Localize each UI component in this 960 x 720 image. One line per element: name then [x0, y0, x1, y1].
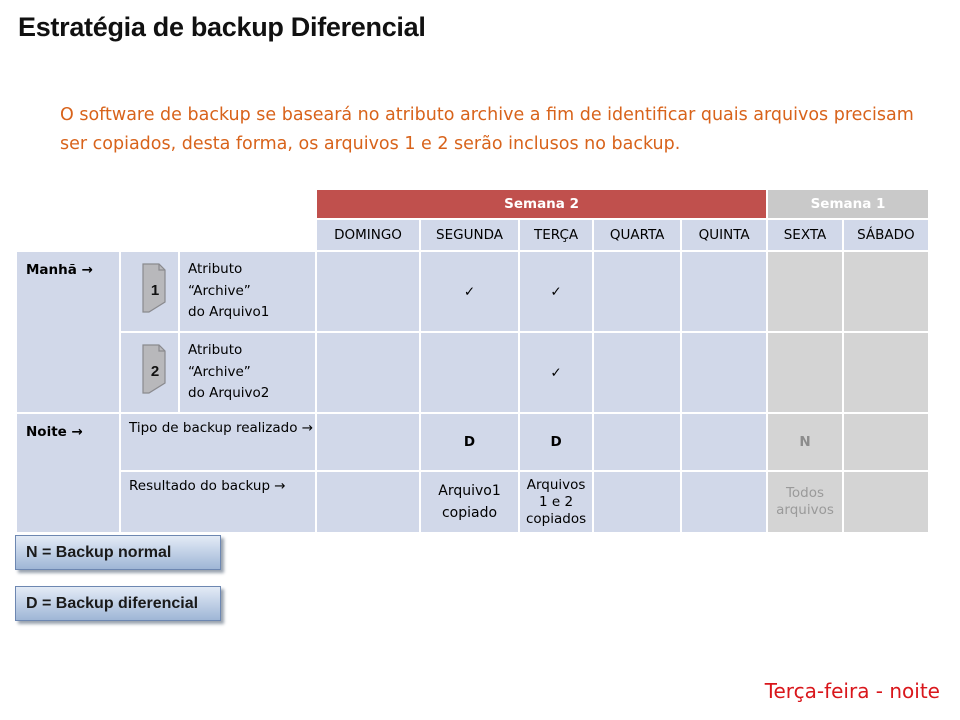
footer-caption: Terça-feira - noite: [764, 679, 940, 703]
result-label: Resultado do backup →: [121, 472, 315, 532]
file1-domingo: [317, 252, 419, 331]
file2-sexta: [768, 333, 842, 412]
file1-number: 1: [150, 282, 160, 299]
file2-terca-check: ✓: [520, 333, 592, 412]
file1-sexta: [768, 252, 842, 331]
file2-sabado: [844, 333, 928, 412]
file2-quinta: [682, 333, 766, 412]
file1-icon-cell: [121, 252, 178, 331]
empty-corner: [17, 220, 315, 250]
type-terca: D: [520, 414, 592, 470]
file1-attribute-label: Atributo “Archive” do Arquivo1: [180, 252, 315, 331]
file1-terca-check: ✓: [520, 252, 592, 331]
day-domingo: DOMINGO: [317, 220, 419, 250]
result-segunda: Arquivo1 copiado: [421, 472, 518, 532]
file1-quarta: [594, 252, 680, 331]
type-sabado: [844, 414, 928, 470]
day-sexta: SEXTA: [768, 220, 842, 250]
week2-header: Semana 2: [317, 190, 766, 218]
night-label: Noite →: [17, 414, 119, 532]
intro-text: O software de backup se baseará no atributo archive a fim de identificar quais arquivos precisam ser copiados, desta forma, os arquivos 1 e 2 serão inclusos no backup.: [60, 105, 914, 154]
type-quinta: [682, 414, 766, 470]
file2-quarta: [594, 333, 680, 412]
legend-normal-backup: N = Backup normal: [15, 535, 221, 570]
file2-number: 2: [150, 363, 160, 380]
file2-segunda: [421, 333, 518, 412]
type-sexta: N: [768, 414, 842, 470]
result-domingo: [317, 472, 419, 532]
file1-quinta: [682, 252, 766, 331]
file2-icon-cell: [121, 333, 178, 412]
result-sexta: Todos arquivos: [768, 472, 842, 532]
morning-label: Manhã →: [17, 252, 119, 412]
file-icon: [121, 252, 178, 327]
file-icon: [121, 333, 178, 408]
file1-segunda-check: ✓: [421, 252, 518, 331]
page-title: Estratégia de backup Diferencial: [18, 12, 426, 42]
week1-header: Semana 1: [768, 190, 928, 218]
day-terca: TERÇA: [520, 220, 592, 250]
result-terca: Arquivos 1 e 2 copiados: [520, 472, 592, 532]
type-domingo: [317, 414, 419, 470]
result-sabado: [844, 472, 928, 532]
file1-sabado: [844, 252, 928, 331]
day-quinta: QUINTA: [682, 220, 766, 250]
result-quarta: [594, 472, 680, 532]
backup-type-label: Tipo de backup realizado →: [121, 414, 315, 470]
day-quarta: QUARTA: [594, 220, 680, 250]
empty-corner: [17, 190, 315, 218]
file2-domingo: [317, 333, 419, 412]
legend-differential-backup: D = Backup diferencial: [15, 586, 221, 621]
day-sabado: SÁBADO: [844, 220, 928, 250]
result-quinta: [682, 472, 766, 532]
type-segunda: D: [421, 414, 518, 470]
backup-schedule-table: [15, 188, 930, 534]
day-segunda: SEGUNDA: [421, 220, 518, 250]
file2-attribute-label: Atributo “Archive” do Arquivo2: [180, 333, 315, 412]
type-quarta: [594, 414, 680, 470]
